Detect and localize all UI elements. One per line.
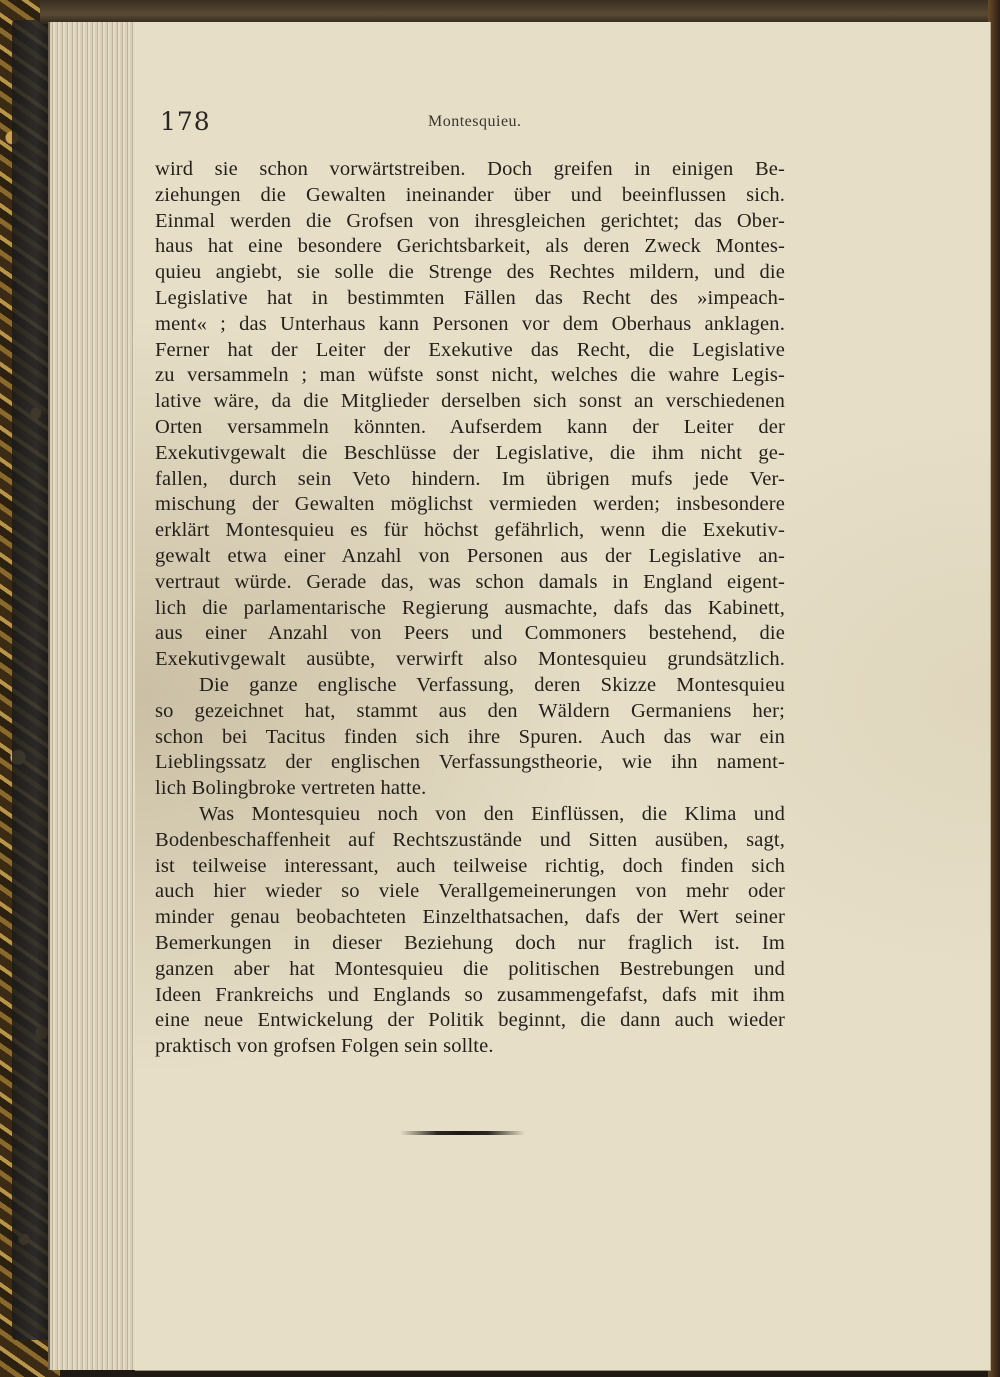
text-line: Ferner hat der Leiter der Exekutive das Recht, die Legislative	[155, 338, 785, 361]
text-line: Exekutivgewalt die Beschlüsse der Legislative, die ihm nicht ge-	[155, 441, 785, 464]
text-line: ist teilweise interessant, auch teilweise richtig, doch finden sich	[155, 854, 785, 877]
text-line: wird sie schon vorwärtstreiben. Doch greifen in einigen Be-	[155, 158, 785, 180]
text-line: Exekutivgewalt ausübte, verwirft also Montesquieu grundsätzlich.	[155, 648, 785, 671]
body-text	[155, 157, 785, 1060]
text-line: schon bei Tacitus finden sich ihre Spuren. Auch das war ein	[155, 725, 785, 748]
running-head	[160, 107, 670, 141]
page-number: 178	[160, 107, 211, 136]
text-line: Bemerkungen in dieser Beziehung doch nur fraglich ist. Im	[155, 931, 785, 954]
end-ornament-rule	[400, 1131, 525, 1135]
text-line: fallen, durch sein Veto hindern. Im übrigen mufs jede Ver-	[155, 467, 785, 490]
text-line: so gezeichnet hat, stammt aus den Wäldern Germaniens her;	[155, 699, 785, 722]
running-title: Montesquieu.	[428, 113, 522, 130]
cover-spine	[12, 20, 52, 1340]
text-line: mischung der Gewalten möglichst vermieden werden; insbesondere	[155, 493, 785, 516]
text-line: ziehungen die Gewalten ineinander über und beeinflussen sich.	[155, 183, 785, 206]
text-line: minder genau beobachteten Einzelthatsachen, dafs der Wert seiner	[155, 906, 785, 929]
text-line: lich die parlamentarische Regierung ausmachte, dafs das Kabinett,	[155, 596, 785, 619]
page-stack-edges	[48, 22, 145, 1370]
text-line: Was Montesquieu noch von den Einflüssen, die Klima und	[199, 802, 785, 825]
text-line: Ideen Frankreichs und Englands so zusammengefafst, dafs mit ihm	[155, 983, 785, 1006]
text-line: haus hat eine besondere Gerichtsbarkeit, als deren Zweck Montes-	[155, 235, 785, 258]
text-line: Orten versammeln könnten. Aufserdem kann der Leiter der	[155, 415, 785, 438]
text-line: Die ganze englische Verfassung, deren Skizze Montesquieu	[199, 673, 785, 696]
text-line: ment« ; das Unterhaus kann Personen vor dem Oberhaus anklagen.	[155, 312, 785, 335]
text-line: vertraut würde. Gerade das, was schon damals in England eigent-	[155, 570, 785, 593]
top-book-edge	[40, 0, 1000, 24]
text-line: Bodenbeschaffenheit auf Rechtszustände und Sitten ausüben, sagt,	[155, 828, 785, 851]
text-line: Legislative hat in bestimmten Fällen das Recht des »impeach-	[155, 286, 785, 309]
text-line: aus einer Anzahl von Peers und Commoners bestehend, die	[155, 622, 785, 645]
text-line: lich Bolingbroke vertreten hatte.	[155, 777, 427, 800]
text-line: praktisch von grofsen Folgen sein sollte.	[155, 1035, 494, 1058]
text-line: erklärt Montesquieu es für höchst gefährlich, wenn die Exekutiv-	[155, 519, 785, 542]
text-line: quieu angiebt, sie solle die Strenge des Rechtes mildern, und die	[155, 261, 785, 284]
text-line: gewalt etwa einer Anzahl von Personen aus der Legislative an-	[155, 544, 785, 567]
text-line: Einmal werden die Grofsen von ihresgleichen gerichtet; das Ober-	[155, 209, 785, 232]
text-line: lative wäre, da die Mitglieder derselben sich sonst an verschiedenen	[155, 390, 785, 413]
text-line: zu versammeln ; man wüfste sonst nicht, welches die wahre Legis-	[155, 364, 785, 387]
text-line: eine neue Entwickelung der Politik beginnt, die dann auch wieder	[155, 1009, 785, 1032]
text-line: Lieblingssatz der englischen Verfassungstheorie, wie ihn nament-	[155, 751, 785, 774]
text-line: ganzen aber hat Montesquieu die politischen Bestrebungen und	[155, 957, 785, 980]
text-line: auch hier wieder so viele Verallgemeinerungen von mehr oder	[155, 880, 785, 903]
